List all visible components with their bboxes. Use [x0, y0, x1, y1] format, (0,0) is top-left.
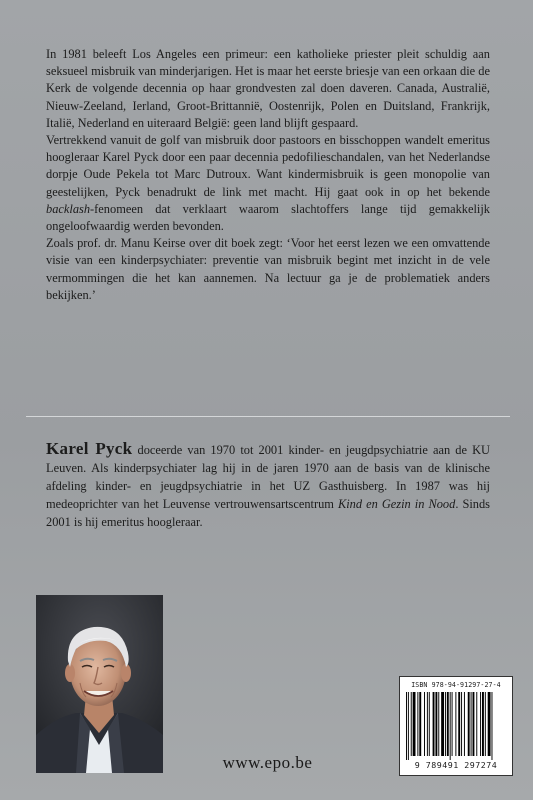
blurb-text — [46, 46, 490, 304]
blurb-backlash-term: backlash — [46, 201, 91, 216]
barcode-bar — [455, 692, 456, 756]
barcode-bar — [480, 692, 481, 756]
author-photo — [36, 595, 163, 773]
barcode-bar — [482, 692, 484, 756]
barcode-bar — [438, 692, 439, 756]
barcode-bar — [445, 692, 446, 756]
blurb-paragraph-2 — [46, 132, 490, 235]
barcode-bar — [471, 692, 472, 756]
barcode-bar — [485, 692, 486, 756]
author-portrait-image — [36, 595, 163, 773]
barcode-bar — [447, 692, 449, 756]
author-name: Karel Pyck — [46, 439, 133, 458]
barcode-bar — [417, 692, 418, 756]
barcode-bar — [441, 692, 444, 756]
barcode-bar — [411, 692, 412, 756]
blurb-paragraph-3: Zoals prof. dr. Manu Keirse over dit boek zegt: ‘Voor het eerst lezen we een omvattende visie van een kinderpsychiater: preventie van misbruik begint met inzicht in de vele vermommingen die het kan aannemen. Na lectuur ga je de problematiek anders bekijken.’ — [46, 236, 490, 302]
author-bio-organization: Kind en Gezin in Nood — [337, 497, 456, 511]
barcode-bar — [458, 692, 460, 756]
barcode-bar — [435, 692, 437, 756]
barcode-bar — [473, 692, 475, 756]
barcode-bar — [419, 692, 421, 756]
barcode-bar — [433, 692, 435, 756]
barcode-digits: 9 789491 297274 — [414, 760, 498, 770]
barcode-bars — [406, 692, 506, 760]
barcode-bar — [406, 692, 407, 760]
barcode-bar — [461, 692, 462, 756]
barcode-bar — [476, 692, 477, 756]
barcode-bar — [488, 692, 491, 756]
barcode-bar — [450, 692, 451, 760]
isbn-barcode — [399, 676, 513, 776]
isbn-label: ISBN 978-94-91297-27-4 — [411, 681, 501, 689]
author-bio-part-1: doceerde van 1970 tot 2001 kinder- en jeugdpsychiatrie aan de KU Leuven. Als kinderpsychiater lag hij in de jaren 1970 aan de basis van de klinische afdeling kinder- en jeugdpsychiatrie in het UZ Gasthuisberg. In 1987 was hij medeoprichter van het Leuvense vertrouwensartscentrum — [46, 443, 490, 511]
section-divider — [26, 416, 510, 417]
barcode-bar — [429, 692, 430, 756]
barcode-bar — [468, 692, 470, 756]
blurb-paragraph-2-part-2: -fenomeen dat verklaart waarom slachtoffers lange tijd gemakkelijk ongeloofwaardig werden bevonden. — [46, 201, 490, 234]
publisher-website[interactable]: www.epo.be — [222, 753, 313, 772]
blurb-paragraph-1: In 1981 beleeft Los Angeles een primeur: een katholieke priester pleit schuldig aan seksueel misbruik van minderjarigen. Het is maar het eerste briesje van een orkaan die de Kerk de volgende decennia op haar grondvesten zal doen daveren. Canada, Australië, Nieuw-Zeeland, Ierland, Groot-Brittannië, Oostenrijk, Polen en Duitsland, Frankrijk, Italië, Nederland en uiteraard België: geen land blijft gespaard. — [46, 47, 490, 130]
barcode-bar — [408, 692, 409, 760]
barcode-bar — [452, 692, 453, 756]
blurb-paragraph-2-part-1: Vertrekkend vanuit de golf van misbruik door pastoors en bisschoppen wandelt emeritus hoogleraar Karel Pyck door een paar decennia pedofilieschandalen, van het Nederlandse dorpje Oude Pekela tot Marc Dutroux. Want kindermisbruik is geen monopolie van geestelijken, Pyck benadrukt de link met macht. Hij gaat ook in op het bekende — [46, 133, 490, 199]
author-bio — [46, 440, 490, 531]
author-bio-part-2: . Sinds 2001 is hij emeritus hoogleraar. — [46, 497, 490, 529]
barcode-bar — [492, 692, 493, 760]
barcode-bar — [464, 692, 465, 756]
barcode-bar — [424, 692, 425, 756]
barcode-bar — [427, 692, 428, 756]
barcode-bar — [413, 692, 416, 756]
